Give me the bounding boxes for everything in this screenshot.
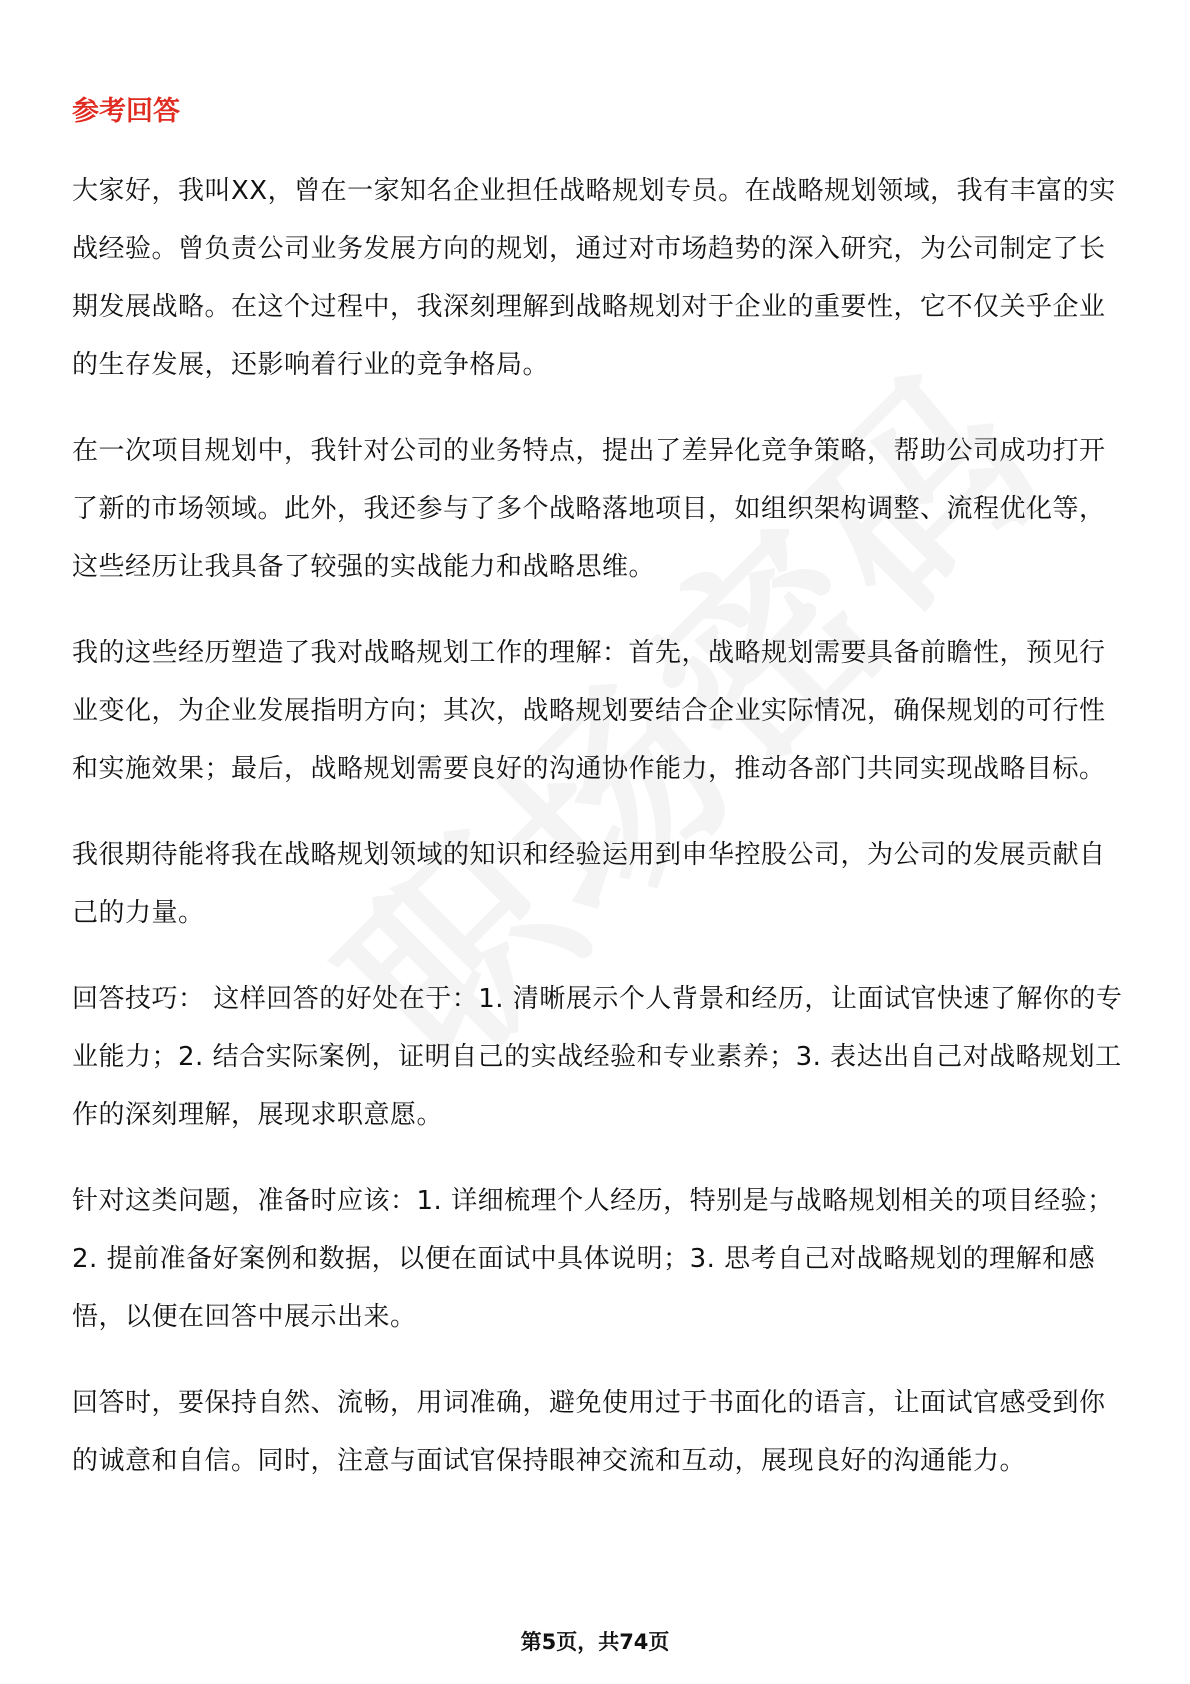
- paragraph-expectation: 我很期待能将我在战略规划领域的知识和经验运用到申华控股公司，为公司的发展贡献自己的力量。: [72, 840, 1106, 928]
- paragraph-intro: 大家好，我叫XX，曾在一家知名企业担任战略规划专员。在战略规划领域，我有丰富的实战经验。曾负责公司业务发展方向的规划，通过对市场趋势的深入研究，为公司制定了长期发展战略。在这个过程中，我深刻理解到战略规划对于企业的重要性，它不仅关乎企业的生存发展，还影响着行业的竞争格局。: [72, 176, 1116, 380]
- paragraph-delivery: 回答时，要保持自然、流畅，用词准确，避免使用过于书面化的语言，让面试官感受到你的诚意和自信。同时，注意与面试官保持眼神交流和互动，展现良好的沟通能力。: [72, 1388, 1106, 1476]
- paragraph-tips: 回答技巧： 这样回答的好处在于：1. 清晰展示个人背景和经历，让面试官快速了解你的专业能力；2. 结合实际案例，证明自己的实战经验和专业素养；3. 表达出自己对战略规划工作的深刻理解，展现求职意愿。: [72, 984, 1123, 1130]
- section-heading: 参考回答: [72, 96, 180, 127]
- paragraph-understanding: 我的这些经历塑造了我对战略规划工作的理解：首先，战略规划需要具备前瞻性，预见行业变化，为企业发展指明方向；其次，战略规划要结合企业实际情况，确保规划的可行性和实施效果；最后，战略规划需要良好的沟通协作能力，推动各部门共同实现战略目标。: [72, 638, 1106, 784]
- paragraph-project: 在一次项目规划中，我针对公司的业务特点，提出了差异化竞争策略，帮助公司成功打开了新的市场领域。此外，我还参与了多个战略落地项目，如组织架构调整、流程优化等，这些经历让我具备了较强的实战能力和战略思维。: [72, 436, 1106, 582]
- page-number: 第5页，共74页: [520, 1630, 670, 1654]
- paragraph-preparation: 针对这类问题，准备时应该：1. 详细梳理个人经历，特别是与战略规划相关的项目经验；2. 提前准备好案例和数据，以便在面试中具体说明；3. 思考自己对战略规划的理解和感悟，以便在回答中展示出来。: [72, 1186, 1114, 1332]
- answer-body: [72, 162, 1124, 1518]
